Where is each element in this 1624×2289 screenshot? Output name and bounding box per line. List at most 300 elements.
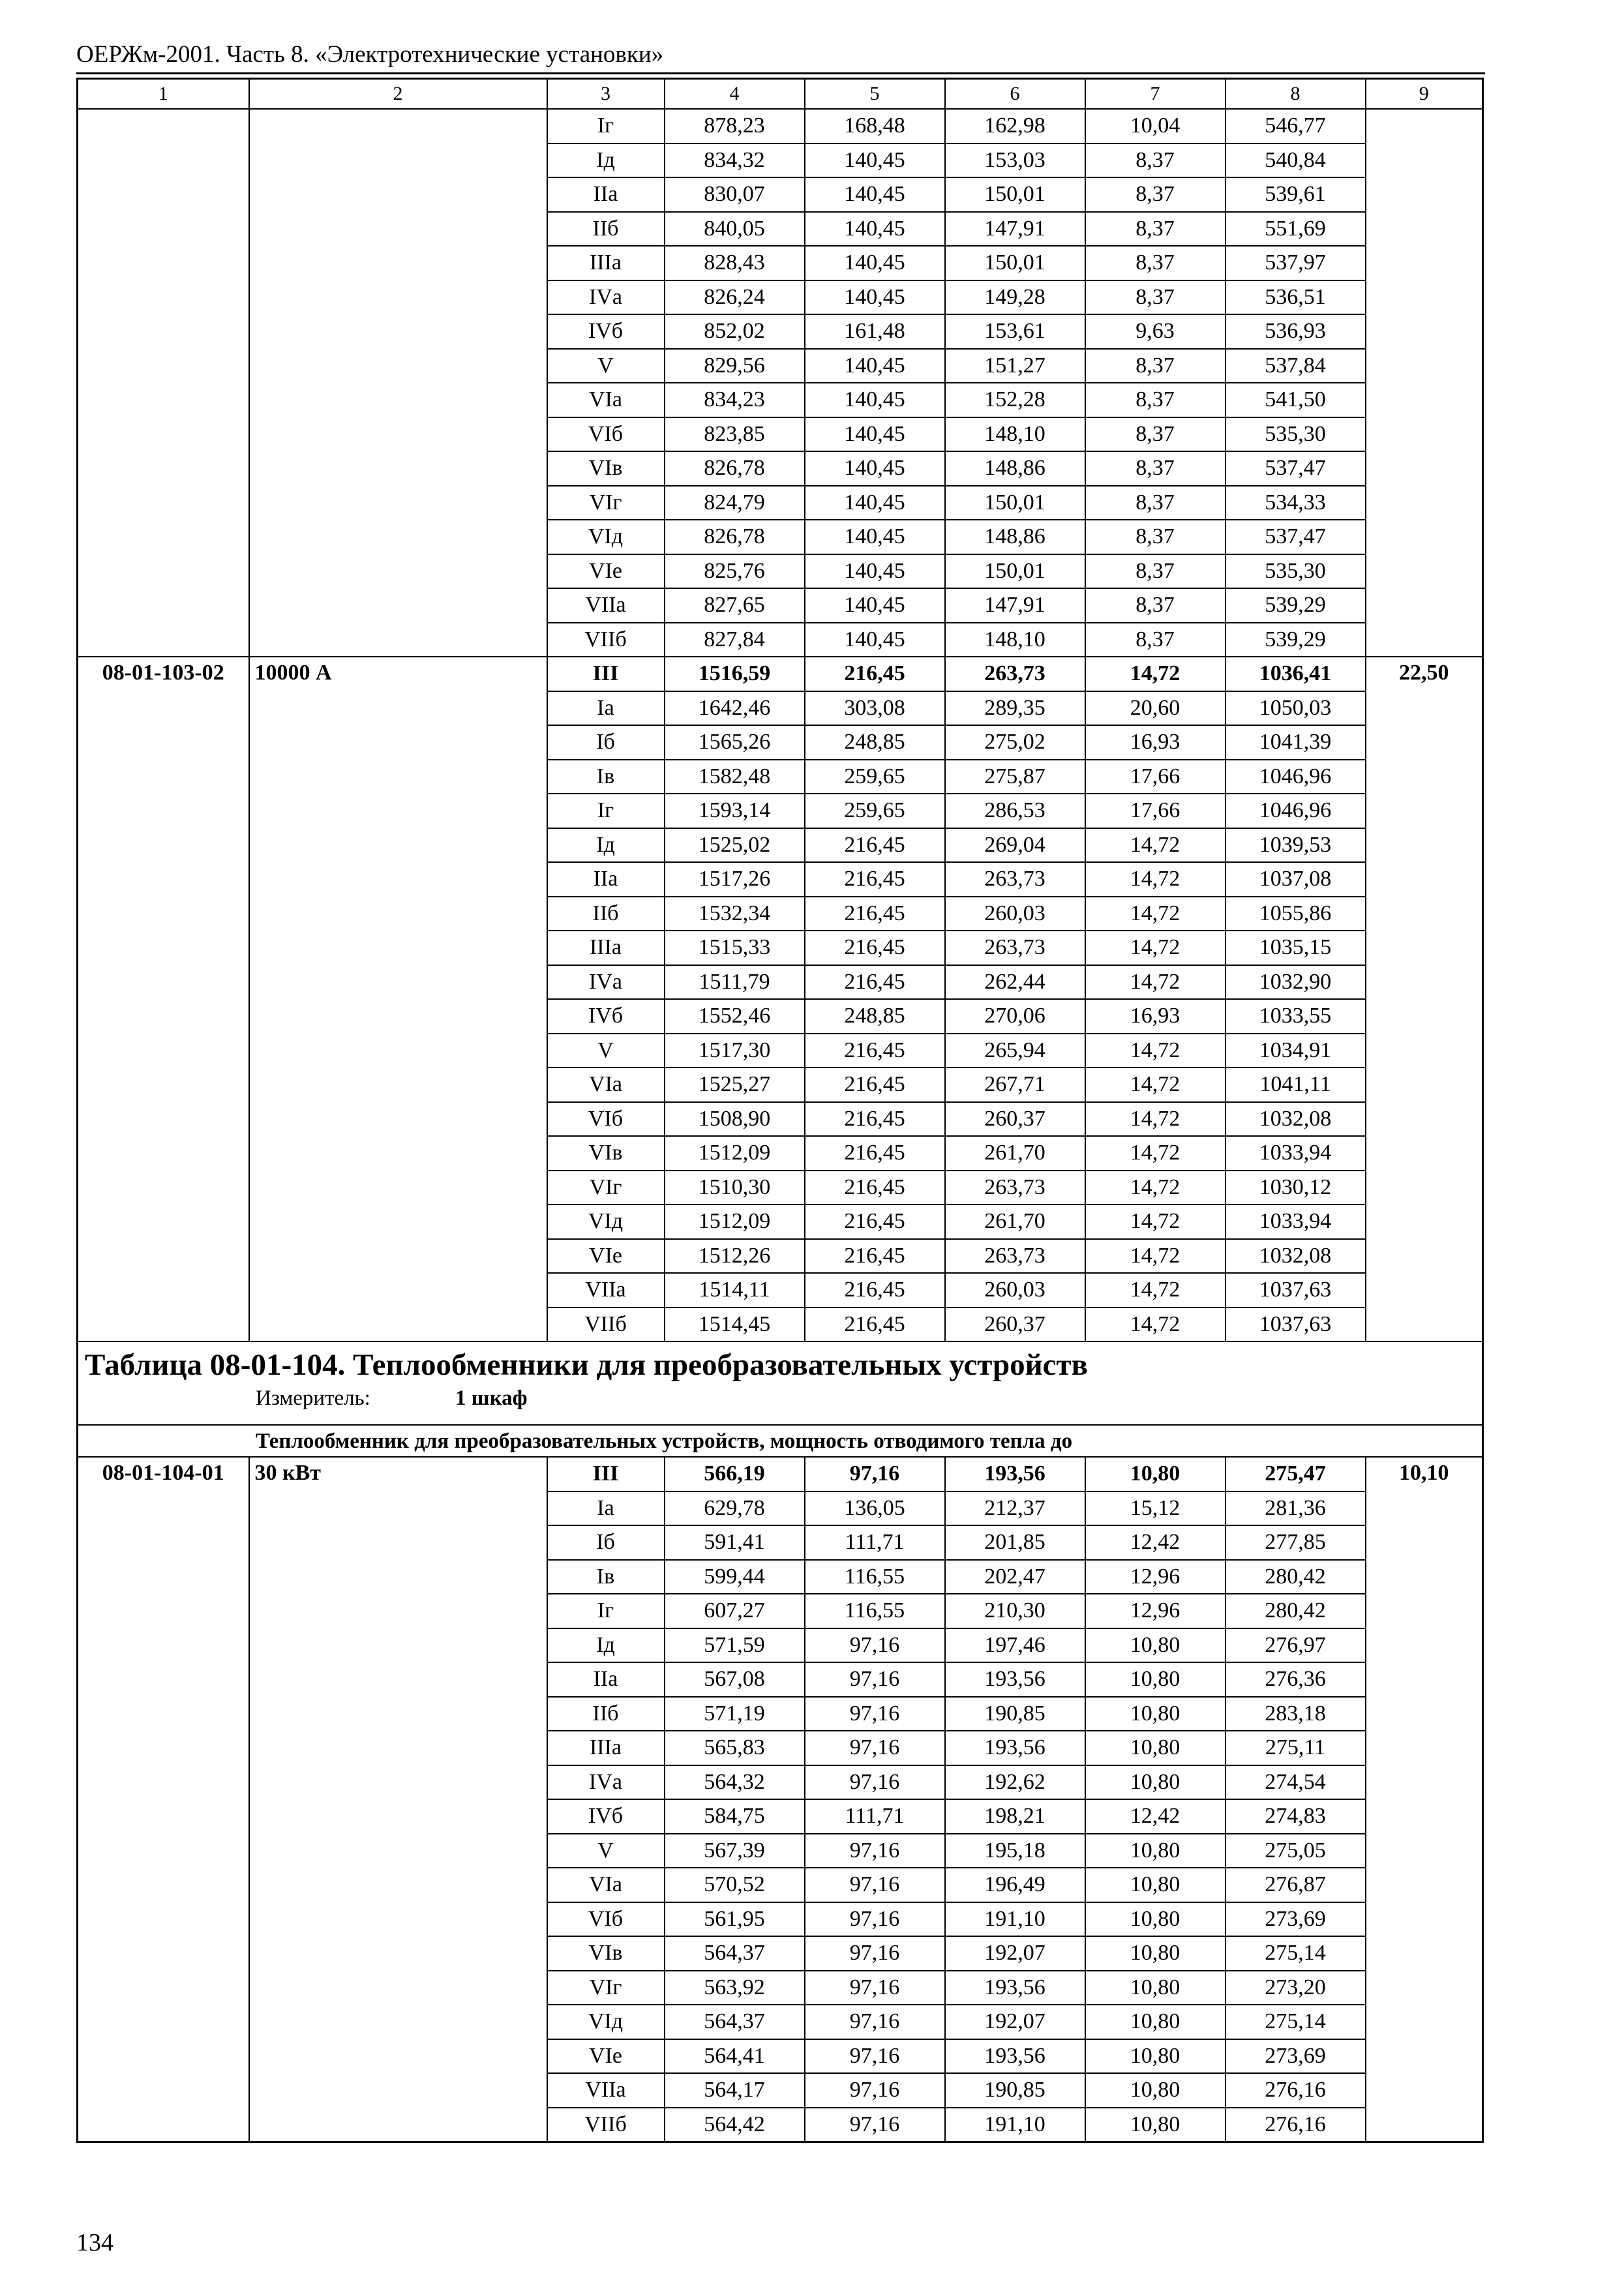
value-cell: 10,80 bbox=[1085, 2039, 1226, 2074]
column-number: 7 bbox=[1085, 79, 1226, 110]
zone-cell: Iг bbox=[547, 794, 665, 828]
value-cell: 276,16 bbox=[1226, 2073, 1366, 2108]
value-cell: 840,05 bbox=[665, 212, 805, 247]
value-cell: 147,91 bbox=[945, 588, 1085, 623]
value-cell: 275,02 bbox=[945, 725, 1085, 760]
zone-cell: IIб bbox=[547, 897, 665, 931]
value-cell: 564,17 bbox=[665, 2073, 805, 2108]
value-cell: 546,77 bbox=[1226, 109, 1366, 143]
value-cell: 563,92 bbox=[665, 1971, 805, 2005]
value-cell: 826,78 bbox=[665, 451, 805, 486]
value-cell: 263,73 bbox=[945, 931, 1085, 965]
value-cell: 564,42 bbox=[665, 2108, 805, 2142]
value-cell: 827,65 bbox=[665, 588, 805, 623]
value-cell: 1511,79 bbox=[665, 965, 805, 1000]
value-cell: 1055,86 bbox=[1226, 897, 1366, 931]
value-cell: 1035,15 bbox=[1226, 931, 1366, 965]
value-cell: 1514,45 bbox=[665, 1308, 805, 1342]
value-cell: 827,84 bbox=[665, 623, 805, 657]
zone-cell: Iг bbox=[547, 1594, 665, 1628]
value-cell: 16,93 bbox=[1085, 999, 1226, 1034]
value-cell: 878,23 bbox=[665, 109, 805, 143]
value-cell: 168,48 bbox=[805, 109, 945, 143]
zone-cell: VIа bbox=[547, 1068, 665, 1102]
value-cell: 140,45 bbox=[805, 246, 945, 280]
value-cell: 537,97 bbox=[1226, 246, 1366, 280]
value-cell: 281,36 bbox=[1226, 1491, 1366, 1526]
value-cell: 1030,12 bbox=[1226, 1171, 1366, 1205]
value-cell: 260,37 bbox=[945, 1102, 1085, 1137]
value-cell: 97,16 bbox=[805, 1834, 945, 1868]
value-cell: 535,30 bbox=[1226, 554, 1366, 589]
value-cell: 140,45 bbox=[805, 177, 945, 212]
meter-label: Измеритель: bbox=[256, 1386, 370, 1410]
value-cell: 1552,46 bbox=[665, 999, 805, 1034]
value-cell: 1034,91 bbox=[1226, 1034, 1366, 1068]
value-cell: 1036,41 bbox=[1226, 657, 1366, 691]
value-cell: 212,37 bbox=[945, 1491, 1085, 1526]
value-cell: 140,45 bbox=[805, 451, 945, 486]
value-cell: 536,51 bbox=[1226, 280, 1366, 315]
value-cell: 10,80 bbox=[1085, 1731, 1226, 1765]
value-cell: 12,96 bbox=[1085, 1560, 1226, 1594]
value-cell: 567,39 bbox=[665, 1834, 805, 1868]
value-cell: 1032,08 bbox=[1226, 1239, 1366, 1274]
value-cell: 276,87 bbox=[1226, 1868, 1366, 1902]
zone-cell: VIIа bbox=[547, 2073, 665, 2108]
value-cell: 14,72 bbox=[1085, 1068, 1226, 1102]
value-cell: 1510,30 bbox=[665, 1171, 805, 1205]
value-cell: 1033,55 bbox=[1226, 999, 1366, 1034]
column-number: 3 bbox=[547, 79, 665, 110]
value-cell: 148,86 bbox=[945, 520, 1085, 554]
value-cell: 216,45 bbox=[805, 657, 945, 691]
value-cell: 196,49 bbox=[945, 1868, 1085, 1902]
value-cell: 8,37 bbox=[1085, 623, 1226, 657]
value-cell: 1515,33 bbox=[665, 931, 805, 965]
zone-cell: IVб bbox=[547, 314, 665, 349]
value-cell: 1032,08 bbox=[1226, 1102, 1366, 1137]
value-cell: 584,75 bbox=[665, 1799, 805, 1834]
value-cell: 551,69 bbox=[1226, 212, 1366, 247]
value-cell: 8,37 bbox=[1085, 451, 1226, 486]
value-cell: 539,61 bbox=[1226, 177, 1366, 212]
value-cell: 826,24 bbox=[665, 280, 805, 315]
value-cell: 564,37 bbox=[665, 2005, 805, 2039]
value-cell: 267,71 bbox=[945, 1068, 1085, 1102]
value-cell: 1033,94 bbox=[1226, 1204, 1366, 1239]
value-cell: 561,95 bbox=[665, 1902, 805, 1937]
value-cell: 216,45 bbox=[805, 897, 945, 931]
value-cell: 150,01 bbox=[945, 246, 1085, 280]
column-number: 1 bbox=[78, 79, 249, 110]
value-cell: 192,07 bbox=[945, 2005, 1085, 2039]
value-cell: 629,78 bbox=[665, 1491, 805, 1526]
zone-cell: VIв bbox=[547, 451, 665, 486]
value-cell: 216,45 bbox=[805, 1308, 945, 1342]
zone-cell: Iд bbox=[547, 143, 665, 178]
value-cell: 111,71 bbox=[805, 1525, 945, 1560]
value-cell: 10,80 bbox=[1085, 1765, 1226, 1800]
value-cell: 16,93 bbox=[1085, 725, 1226, 760]
value-cell: 10,80 bbox=[1085, 1662, 1226, 1697]
value-cell: 97,16 bbox=[805, 1457, 945, 1491]
value-cell: 8,37 bbox=[1085, 520, 1226, 554]
value-cell: 830,07 bbox=[665, 177, 805, 212]
value-cell: 248,85 bbox=[805, 999, 945, 1034]
value-cell: 10,80 bbox=[1085, 2073, 1226, 2108]
zone-cell: VIе bbox=[547, 554, 665, 589]
zone-cell: IVб bbox=[547, 999, 665, 1034]
value-cell: 116,55 bbox=[805, 1594, 945, 1628]
value-cell: 535,30 bbox=[1226, 417, 1366, 452]
value-cell: 1642,46 bbox=[665, 691, 805, 726]
value-cell: 566,19 bbox=[665, 1457, 805, 1491]
value-cell: 248,85 bbox=[805, 725, 945, 760]
column-9-cell bbox=[1366, 109, 1483, 657]
value-cell: 216,45 bbox=[805, 1136, 945, 1171]
value-cell: 9,63 bbox=[1085, 314, 1226, 349]
value-cell: 216,45 bbox=[805, 1239, 945, 1274]
value-cell: 10,80 bbox=[1085, 1868, 1226, 1902]
column-number: 6 bbox=[945, 79, 1085, 110]
value-cell: 570,52 bbox=[665, 1868, 805, 1902]
column-number: 9 bbox=[1366, 79, 1483, 110]
column-number: 2 bbox=[249, 79, 547, 110]
value-cell: 1582,48 bbox=[665, 760, 805, 794]
value-cell: 8,37 bbox=[1085, 246, 1226, 280]
zone-cell: VIб bbox=[547, 1102, 665, 1137]
value-cell: 1508,90 bbox=[665, 1102, 805, 1137]
value-cell: 216,45 bbox=[805, 1171, 945, 1205]
value-cell: 1517,30 bbox=[665, 1034, 805, 1068]
zone-cell: IVа bbox=[547, 965, 665, 1000]
value-cell: 17,66 bbox=[1085, 760, 1226, 794]
value-cell: 140,45 bbox=[805, 520, 945, 554]
value-cell: 1512,09 bbox=[665, 1136, 805, 1171]
value-cell: 280,42 bbox=[1226, 1594, 1366, 1628]
value-cell: 192,07 bbox=[945, 1936, 1085, 1971]
value-cell: 191,10 bbox=[945, 1902, 1085, 1937]
value-cell: 10,80 bbox=[1085, 1457, 1226, 1491]
zone-cell: VIа bbox=[547, 383, 665, 417]
value-cell: 8,37 bbox=[1085, 588, 1226, 623]
value-cell: 270,06 bbox=[945, 999, 1085, 1034]
value-cell: 136,05 bbox=[805, 1491, 945, 1526]
value-cell: 263,73 bbox=[945, 862, 1085, 897]
value-cell: 216,45 bbox=[805, 862, 945, 897]
value-cell: 286,53 bbox=[945, 794, 1085, 828]
value-cell: 12,42 bbox=[1085, 1799, 1226, 1834]
zone-cell: IIб bbox=[547, 1697, 665, 1731]
zone-cell: V bbox=[547, 1834, 665, 1868]
table-title-row bbox=[78, 1341, 1483, 1425]
zone-cell: VIб bbox=[547, 417, 665, 452]
value-cell: 195,18 bbox=[945, 1834, 1085, 1868]
value-cell: 14,72 bbox=[1085, 828, 1226, 863]
value-cell: 8,37 bbox=[1085, 349, 1226, 383]
value-cell: 274,83 bbox=[1226, 1799, 1366, 1834]
header-rule bbox=[76, 72, 1485, 74]
value-cell: 190,85 bbox=[945, 2073, 1085, 2108]
zone-cell: IVа bbox=[547, 280, 665, 315]
value-cell: 140,45 bbox=[805, 588, 945, 623]
value-cell: 97,16 bbox=[805, 1628, 945, 1663]
value-cell: 10,80 bbox=[1085, 1971, 1226, 2005]
value-cell: 571,19 bbox=[665, 1697, 805, 1731]
value-cell: 260,03 bbox=[945, 1273, 1085, 1308]
value-cell: 276,36 bbox=[1226, 1662, 1366, 1697]
value-cell: 97,16 bbox=[805, 1936, 945, 1971]
value-cell: 149,28 bbox=[945, 280, 1085, 315]
value-cell: 599,44 bbox=[665, 1560, 805, 1594]
value-cell: 193,56 bbox=[945, 1457, 1085, 1491]
value-cell: 275,87 bbox=[945, 760, 1085, 794]
value-cell: 153,03 bbox=[945, 143, 1085, 178]
value-cell: 216,45 bbox=[805, 1068, 945, 1102]
value-cell: 140,45 bbox=[805, 383, 945, 417]
value-cell: 275,14 bbox=[1226, 2005, 1366, 2039]
zone-cell: IIб bbox=[547, 212, 665, 247]
value-cell: 14,72 bbox=[1085, 1136, 1226, 1171]
value-cell: 97,16 bbox=[805, 1662, 945, 1697]
value-cell: 834,23 bbox=[665, 383, 805, 417]
value-cell: 150,01 bbox=[945, 554, 1085, 589]
value-cell: 823,85 bbox=[665, 417, 805, 452]
zone-cell: VIг bbox=[547, 1171, 665, 1205]
value-cell: 14,72 bbox=[1085, 862, 1226, 897]
value-cell: 14,72 bbox=[1085, 1034, 1226, 1068]
value-cell: 10,80 bbox=[1085, 1834, 1226, 1868]
value-cell: 193,56 bbox=[945, 1662, 1085, 1697]
value-cell: 14,72 bbox=[1085, 965, 1226, 1000]
value-cell: 607,27 bbox=[665, 1594, 805, 1628]
value-cell: 276,97 bbox=[1226, 1628, 1366, 1663]
value-cell: 14,72 bbox=[1085, 897, 1226, 931]
zone-cell: VIIб bbox=[547, 623, 665, 657]
value-cell: 565,83 bbox=[665, 1731, 805, 1765]
zone-cell: VIг bbox=[547, 1971, 665, 2005]
value-cell: 10,80 bbox=[1085, 1936, 1226, 1971]
value-cell: 8,37 bbox=[1085, 212, 1226, 247]
column-number: 4 bbox=[665, 79, 805, 110]
value-cell: 539,29 bbox=[1226, 623, 1366, 657]
rates-table bbox=[76, 78, 1484, 2143]
value-cell: 8,37 bbox=[1085, 486, 1226, 520]
value-cell: 140,45 bbox=[805, 486, 945, 520]
zone-cell: VIд bbox=[547, 520, 665, 554]
zone-cell: Iа bbox=[547, 1491, 665, 1526]
zone-cell: Iб bbox=[547, 1525, 665, 1560]
value-cell: 216,45 bbox=[805, 828, 945, 863]
subheading-row bbox=[78, 1425, 1483, 1457]
zone-cell: IIа bbox=[547, 1662, 665, 1697]
value-cell: 263,73 bbox=[945, 657, 1085, 691]
zone-cell: VIIб bbox=[547, 1308, 665, 1342]
value-cell: 829,56 bbox=[665, 349, 805, 383]
value-cell: 148,86 bbox=[945, 451, 1085, 486]
value-cell: 162,98 bbox=[945, 109, 1085, 143]
value-cell: 14,72 bbox=[1085, 931, 1226, 965]
value-cell: 537,47 bbox=[1226, 451, 1366, 486]
value-cell: 259,65 bbox=[805, 794, 945, 828]
table-title-cell bbox=[78, 1341, 1483, 1425]
zone-cell: VIб bbox=[547, 1902, 665, 1937]
zone-cell: III bbox=[547, 1457, 665, 1491]
running-header: ОЕРЖм-2001. Часть 8. «Электротехнические установки» bbox=[76, 41, 664, 68]
value-cell: 280,42 bbox=[1226, 1560, 1366, 1594]
value-cell: 191,10 bbox=[945, 2108, 1085, 2142]
zone-cell: VIе bbox=[547, 2039, 665, 2074]
subheading: Теплообменник для преобразовательных устройств, мощность отводимого тепла до bbox=[78, 1425, 1483, 1457]
zone-cell: Iг bbox=[547, 109, 665, 143]
value-cell: 97,16 bbox=[805, 1765, 945, 1800]
value-cell: 8,37 bbox=[1085, 417, 1226, 452]
value-cell: 148,10 bbox=[945, 417, 1085, 452]
value-cell: 140,45 bbox=[805, 143, 945, 178]
value-cell: 202,47 bbox=[945, 1560, 1085, 1594]
value-cell: 283,18 bbox=[1226, 1697, 1366, 1731]
value-cell: 539,29 bbox=[1226, 588, 1366, 623]
table-row bbox=[78, 109, 1483, 143]
zone-cell: IVа bbox=[547, 1765, 665, 1800]
zone-cell: Iв bbox=[547, 760, 665, 794]
zone-cell: VIд bbox=[547, 1204, 665, 1239]
column-number: 5 bbox=[805, 79, 945, 110]
value-cell: 1525,27 bbox=[665, 1068, 805, 1102]
value-cell: 1037,63 bbox=[1226, 1308, 1366, 1342]
zone-cell: Iв bbox=[547, 1560, 665, 1594]
value-cell: 275,11 bbox=[1226, 1731, 1366, 1765]
zone-cell: VIв bbox=[547, 1936, 665, 1971]
value-cell: 111,71 bbox=[805, 1799, 945, 1834]
value-cell: 216,45 bbox=[805, 1102, 945, 1137]
value-cell: 260,37 bbox=[945, 1308, 1085, 1342]
value-cell: 152,28 bbox=[945, 383, 1085, 417]
value-cell: 834,32 bbox=[665, 143, 805, 178]
rate-name-cell: 30 кВт bbox=[249, 1457, 547, 2142]
value-cell: 14,72 bbox=[1085, 1308, 1226, 1342]
rate-code-cell: 08-01-103-02 bbox=[78, 657, 249, 1341]
value-cell: 140,45 bbox=[805, 417, 945, 452]
zone-cell: VIв bbox=[547, 1136, 665, 1171]
value-cell: 537,84 bbox=[1226, 349, 1366, 383]
value-cell: 140,45 bbox=[805, 212, 945, 247]
zone-cell: IIа bbox=[547, 177, 665, 212]
value-cell: 216,45 bbox=[805, 1034, 945, 1068]
value-cell: 277,85 bbox=[1226, 1525, 1366, 1560]
value-cell: 1512,09 bbox=[665, 1204, 805, 1239]
value-cell: 8,37 bbox=[1085, 383, 1226, 417]
value-cell: 1041,11 bbox=[1226, 1068, 1366, 1102]
value-cell: 273,69 bbox=[1226, 1902, 1366, 1937]
value-cell: 259,65 bbox=[805, 760, 945, 794]
zone-cell: Iб bbox=[547, 725, 665, 760]
value-cell: 116,55 bbox=[805, 1560, 945, 1594]
value-cell: 269,04 bbox=[945, 828, 1085, 863]
zone-cell: IIа bbox=[547, 862, 665, 897]
value-cell: 1517,26 bbox=[665, 862, 805, 897]
value-cell: 148,10 bbox=[945, 623, 1085, 657]
value-cell: 1037,08 bbox=[1226, 862, 1366, 897]
zone-cell: V bbox=[547, 1034, 665, 1068]
zone-cell: Iа bbox=[547, 691, 665, 726]
value-cell: 14,72 bbox=[1085, 1204, 1226, 1239]
value-cell: 1512,26 bbox=[665, 1239, 805, 1274]
value-cell: 14,72 bbox=[1085, 1171, 1226, 1205]
value-cell: 537,47 bbox=[1226, 520, 1366, 554]
value-cell: 193,56 bbox=[945, 2039, 1085, 2074]
value-cell: 97,16 bbox=[805, 1731, 945, 1765]
value-cell: 216,45 bbox=[805, 931, 945, 965]
value-cell: 147,91 bbox=[945, 212, 1085, 247]
value-cell: 161,48 bbox=[805, 314, 945, 349]
rate-code-cell bbox=[78, 109, 249, 657]
column-number: 8 bbox=[1226, 79, 1366, 110]
rate-name-cell: 10000 А bbox=[249, 657, 547, 1341]
column-9-cell: 10,10 bbox=[1366, 1457, 1483, 2142]
value-cell: 541,50 bbox=[1226, 383, 1366, 417]
value-cell: 12,96 bbox=[1085, 1594, 1226, 1628]
value-cell: 193,56 bbox=[945, 1731, 1085, 1765]
value-cell: 216,45 bbox=[805, 965, 945, 1000]
value-cell: 14,72 bbox=[1085, 1239, 1226, 1274]
value-cell: 97,16 bbox=[805, 2073, 945, 2108]
value-cell: 1050,03 bbox=[1226, 691, 1366, 726]
page-number: 134 bbox=[76, 2229, 113, 2256]
value-cell: 826,78 bbox=[665, 520, 805, 554]
value-cell: 10,04 bbox=[1085, 109, 1226, 143]
zone-cell: IIIа bbox=[547, 1731, 665, 1765]
meter-value: 1 шкаф bbox=[455, 1386, 528, 1410]
value-cell: 564,41 bbox=[665, 2039, 805, 2074]
value-cell: 198,21 bbox=[945, 1799, 1085, 1834]
column-9-cell: 22,50 bbox=[1366, 657, 1483, 1341]
value-cell: 276,16 bbox=[1226, 2108, 1366, 2142]
zone-cell: VIIа bbox=[547, 1273, 665, 1308]
value-cell: 216,45 bbox=[805, 1273, 945, 1308]
value-cell: 190,85 bbox=[945, 1697, 1085, 1731]
value-cell: 97,16 bbox=[805, 2108, 945, 2142]
value-cell: 564,37 bbox=[665, 1936, 805, 1971]
value-cell: 140,45 bbox=[805, 349, 945, 383]
value-cell: 14,72 bbox=[1085, 1273, 1226, 1308]
value-cell: 14,72 bbox=[1085, 657, 1226, 691]
value-cell: 20,60 bbox=[1085, 691, 1226, 726]
value-cell: 273,20 bbox=[1226, 1971, 1366, 2005]
value-cell: 828,43 bbox=[665, 246, 805, 280]
value-cell: 151,27 bbox=[945, 349, 1085, 383]
value-cell: 97,16 bbox=[805, 1697, 945, 1731]
zone-cell: VIг bbox=[547, 486, 665, 520]
value-cell: 262,44 bbox=[945, 965, 1085, 1000]
value-cell: 10,80 bbox=[1085, 2005, 1226, 2039]
value-cell: 10,80 bbox=[1085, 1628, 1226, 1663]
value-cell: 201,85 bbox=[945, 1525, 1085, 1560]
value-cell: 274,54 bbox=[1226, 1765, 1366, 1800]
rates-table-body bbox=[78, 79, 1483, 2142]
table-row bbox=[78, 1457, 1483, 1491]
value-cell: 275,47 bbox=[1226, 1457, 1366, 1491]
value-cell: 97,16 bbox=[805, 1971, 945, 2005]
value-cell: 8,37 bbox=[1085, 143, 1226, 178]
value-cell: 140,45 bbox=[805, 623, 945, 657]
value-cell: 1046,96 bbox=[1226, 760, 1366, 794]
value-cell: 1532,34 bbox=[665, 897, 805, 931]
value-cell: 1041,39 bbox=[1226, 725, 1366, 760]
value-cell: 534,33 bbox=[1226, 486, 1366, 520]
value-cell: 15,12 bbox=[1085, 1491, 1226, 1526]
